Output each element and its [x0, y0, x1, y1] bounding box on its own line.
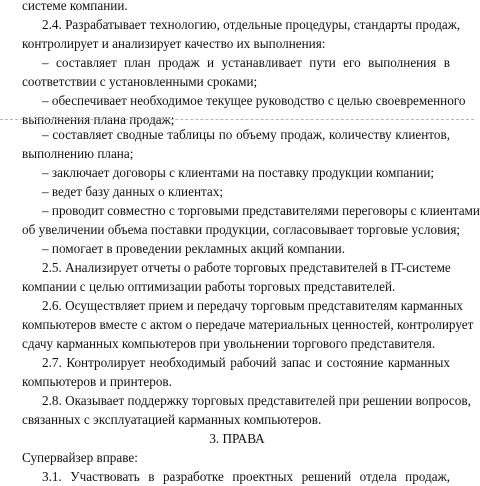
text-line: контролирует и анализирует качество их выполнения:	[22, 36, 326, 51]
text-line: – помогает в проведении рекламных акций компании.	[42, 241, 346, 256]
text-line: 2.4. Разрабатывает технологию, отдельные процедуры, стандарты продаж,	[42, 17, 461, 32]
text-line: связанных с эксплуатацией карманных компьютеров.	[22, 412, 322, 427]
text-line: – составляет план продаж и устанавливает пути его выполнения в	[42, 55, 450, 70]
text-line: компьютеров вместе с актом о передаче материальных ценностей, контролирует	[22, 317, 474, 332]
text-line: – проводит совместно с торговыми представителями переговоры с клиентами	[42, 203, 480, 218]
text-line: – ведет базу данных о клиентах;	[42, 184, 224, 199]
text-line: 2.8. Оказывает поддержку торговых представителей при решении вопросов,	[42, 393, 471, 408]
text-line: 2.5. Анализирует отчеты о работе торговых представителей в IT-системе	[42, 260, 451, 275]
text-line: – составляет сводные таблицы по объему продаж, количеству клиентов,	[42, 127, 450, 142]
text-line: компании с целью оптимизации работы торговых представителей.	[22, 279, 396, 294]
page-break-divider	[0, 119, 474, 121]
text-line: выполнения плана продаж;	[22, 112, 175, 127]
text-line: Супервайзер вправе:	[22, 450, 138, 465]
text-line: выполнению плана;	[22, 146, 134, 161]
text-line: 2.7. Контролирует необходимый рабочий запас и состояние карманных	[42, 355, 450, 370]
section-heading: 3. ПРАВА	[209, 431, 265, 446]
text-line: 2.6. Осуществляет прием и передачу торговым представителям карманных	[42, 298, 463, 313]
text-line: системе компании.	[22, 0, 128, 13]
text-line: – обеспечивает необходимое текущее руководство с целью своевременного	[42, 93, 466, 108]
text-line: – заключает договоры с клиентами на поставку продукции компании;	[42, 165, 435, 180]
text-line: 3.1. Участвовать в разработке проектных решений отдела продаж,	[42, 469, 450, 484]
text-line: об увеличении объема поставки продукции, согласовывает торговые условия;	[22, 222, 461, 237]
text-line: компьютеров и принтеров.	[22, 374, 172, 389]
text-line: сдачу карманных компьютеров при увольнении торгового представителя.	[22, 336, 436, 351]
text-line: соответствии с установленными сроками;	[22, 74, 258, 89]
